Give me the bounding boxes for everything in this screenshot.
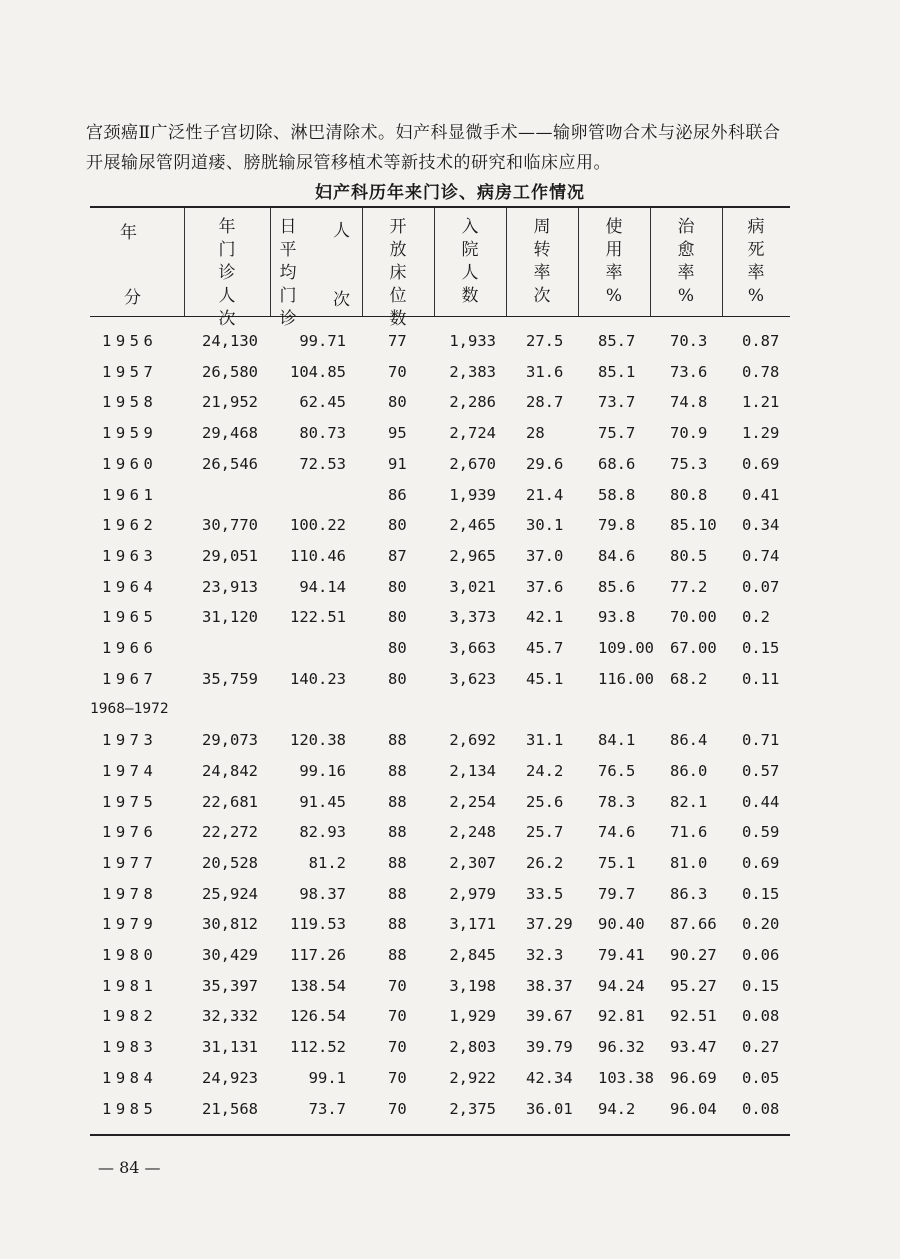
cell-mortality: 0.59 [742, 823, 780, 842]
cell-admissions: 2,965 [449, 546, 496, 565]
cell-mortality: 0.07 [742, 577, 780, 596]
table-row [90, 694, 790, 724]
table-row [90, 787, 790, 817]
cell-year: 1959 [102, 424, 158, 443]
cell-year: 1983 [102, 1038, 158, 1057]
cell-daily-avg: 104.85 [290, 362, 346, 381]
cell-mortality: 0.57 [742, 761, 780, 780]
table-row [90, 449, 790, 479]
cell-mortality: 0.34 [742, 516, 780, 535]
cell-beds: 87 [388, 546, 407, 565]
cell-daily-avg: 99.71 [299, 332, 346, 350]
cell-year: 1974 [102, 761, 158, 780]
table-row [90, 418, 790, 448]
cell-mortality: 0.69 [742, 454, 780, 473]
cell-usage: 96.32 [598, 1038, 645, 1057]
cell-turnover: 30.1 [526, 516, 564, 535]
cell-outpatient: 31,131 [202, 1038, 258, 1057]
cell-admissions: 2,724 [449, 424, 496, 443]
cell-outpatient: 31,120 [202, 608, 258, 627]
cell-turnover: 28 [526, 424, 545, 443]
intro-line-2: 开展输尿管阴道瘘、膀胱输尿管移植术等新技术的研究和临床应用。 [86, 153, 611, 173]
cell-admissions: 3,623 [449, 669, 496, 688]
cell-usage: 84.6 [598, 546, 636, 565]
cell-cure: 75.3 [670, 454, 708, 473]
cell-year: 1973 [102, 731, 158, 750]
cell-admissions: 2,979 [449, 884, 496, 903]
cell-usage: 85.6 [598, 577, 636, 596]
cell-year: 1985 [102, 1099, 158, 1118]
cell-turnover: 45.1 [526, 669, 564, 688]
cell-admissions: 2,254 [449, 792, 496, 811]
cell-year: 1956 [102, 332, 158, 350]
cell-usage: 58.8 [598, 485, 636, 504]
table-row [90, 848, 790, 878]
cell-usage: 75.1 [598, 853, 636, 872]
cell-beds: 91 [388, 454, 407, 473]
table-row [90, 1094, 790, 1124]
page-number: — 84 — [98, 1158, 161, 1177]
table-row [90, 1063, 790, 1093]
cell-admissions: 2,307 [449, 853, 496, 872]
cell-daily-avg: 126.54 [290, 1007, 346, 1026]
cell-turnover: 37.29 [526, 915, 573, 934]
cell-mortality: 0.08 [742, 1007, 780, 1026]
cell-usage: 92.81 [598, 1007, 645, 1026]
header-admissions: 入 院 人 数 [461, 217, 479, 306]
cell-outpatient: 30,812 [202, 915, 258, 934]
cell-usage: 94.2 [598, 1099, 636, 1118]
cell-beds: 88 [388, 853, 407, 872]
cell-cure: 70.3 [670, 332, 708, 350]
cell-outpatient: 24,923 [202, 1068, 258, 1087]
cell-outpatient: 29,073 [202, 731, 258, 750]
table-row [90, 326, 790, 356]
cell-outpatient: 26,546 [202, 454, 258, 473]
cell-turnover: 31.6 [526, 362, 564, 381]
cell-usage: 79.7 [598, 884, 636, 903]
header-cure-rate: 治 愈 率 % [677, 217, 695, 306]
cell-beds: 86 [388, 485, 407, 504]
table-row [90, 725, 790, 755]
cell-mortality: 0.15 [742, 976, 780, 995]
cell-year: 1964 [102, 577, 158, 596]
table-row [90, 602, 790, 632]
cell-daily-avg: 138.54 [290, 976, 346, 995]
cell-outpatient: 35,397 [202, 976, 258, 995]
cell-admissions: 3,198 [449, 976, 496, 995]
cell-usage: 85.1 [598, 362, 636, 381]
table-row [90, 572, 790, 602]
table-row [90, 387, 790, 417]
cell-daily-avg: 140.23 [290, 669, 346, 688]
cell-beds: 88 [388, 946, 407, 964]
table-row [90, 971, 790, 1001]
cell-daily-avg: 80.73 [299, 424, 346, 443]
table-row [90, 510, 790, 540]
cell-year: 1967 [102, 669, 158, 688]
cell-turnover: 39.79 [526, 1038, 573, 1057]
cell-admissions: 3,021 [449, 577, 496, 596]
cell-daily-avg: 98.37 [299, 884, 346, 903]
cell-mortality: 0.2 [742, 608, 770, 627]
intro-paragraph [86, 118, 826, 178]
cell-usage: 73.7 [598, 393, 636, 412]
cell-admissions: 2,922 [449, 1068, 496, 1087]
cell-outpatient: 21,952 [202, 393, 258, 412]
cell-mortality: 0.05 [742, 1068, 780, 1087]
cell-beds: 88 [388, 792, 407, 811]
cell-outpatient: 22,272 [202, 823, 258, 842]
cell-cure: 73.6 [670, 362, 708, 381]
cell-daily-avg: 120.38 [290, 731, 346, 750]
cell-cure: 77.2 [670, 577, 708, 596]
cell-beds: 88 [388, 731, 407, 750]
cell-turnover: 32.3 [526, 946, 564, 964]
cell-daily-avg: 99.16 [299, 761, 346, 780]
cell-admissions: 1,939 [449, 485, 496, 504]
cell-usage: 93.8 [598, 608, 636, 627]
cell-year: 1962 [102, 516, 158, 535]
cell-mortality: 0.27 [742, 1038, 780, 1057]
header-divider [270, 208, 271, 316]
cell-outpatient: 20,528 [202, 853, 258, 872]
cell-daily-avg: 110.46 [290, 546, 346, 565]
cell-mortality: 0.08 [742, 1099, 780, 1118]
cell-daily-avg: 81.2 [308, 853, 346, 872]
cell-cure: 95.27 [670, 976, 717, 995]
cell-outpatient: 32,332 [202, 1007, 258, 1026]
intro-line-1: 宫颈癌Ⅱ广泛性子宫切除、淋巴清除术。妇产科显微手术——输卵管吻合术与泌尿外科联合 [86, 123, 781, 143]
cell-turnover: 25.7 [526, 823, 564, 842]
cell-mortality: 1.21 [742, 393, 780, 412]
cell-outpatient: 35,759 [202, 669, 258, 688]
cell-beds: 88 [388, 884, 407, 903]
cell-beds: 70 [388, 1007, 407, 1026]
cell-year: 1978 [102, 884, 158, 903]
cell-daily-avg: 99.1 [308, 1068, 346, 1087]
cell-admissions: 3,171 [449, 915, 496, 934]
cell-cure: 86.4 [670, 731, 708, 750]
cell-mortality: 0.74 [742, 546, 780, 565]
cell-outpatient: 24,130 [202, 332, 258, 350]
cell-beds: 70 [388, 1068, 407, 1087]
table-bottom-rule [90, 1134, 790, 1136]
cell-admissions: 2,248 [449, 823, 496, 842]
header-daily-average: 日 平 均 门 诊 人 次 [279, 217, 350, 329]
cell-admissions: 2,670 [449, 454, 496, 473]
cell-beds: 95 [388, 424, 407, 443]
cell-usage: 116.00 [598, 669, 654, 688]
cell-turnover: 42.1 [526, 608, 564, 627]
cell-cure: 86.3 [670, 884, 708, 903]
cell-cure: 85.10 [670, 516, 717, 535]
cell-turnover: 28.7 [526, 393, 564, 412]
cell-outpatient: 21,568 [202, 1099, 258, 1118]
cell-year: 1963 [102, 546, 158, 565]
cell-mortality: 0.69 [742, 853, 780, 872]
cell-admissions: 2,375 [449, 1099, 496, 1118]
cell-beds: 80 [388, 577, 407, 596]
cell-beds: 80 [388, 608, 407, 627]
cell-daily-avg: 122.51 [290, 608, 346, 627]
cell-year: 1975 [102, 792, 158, 811]
cell-cure: 68.2 [670, 669, 708, 688]
cell-cure: 87.66 [670, 915, 717, 934]
cell-turnover: 37.6 [526, 577, 564, 596]
table-row [90, 817, 790, 847]
cell-admissions: 2,803 [449, 1038, 496, 1057]
cell-outpatient: 26,580 [202, 362, 258, 381]
cell-cure: 81.0 [670, 853, 708, 872]
table-row [90, 1001, 790, 1031]
cell-turnover: 26.2 [526, 853, 564, 872]
cell-mortality: 0.78 [742, 362, 780, 381]
cell-outpatient: 29,051 [202, 546, 258, 565]
cell-usage: 74.6 [598, 823, 636, 842]
cell-usage: 68.6 [598, 454, 636, 473]
cell-year: 1968—1972 [90, 701, 169, 718]
cell-turnover: 45.7 [526, 639, 564, 657]
cell-mortality: 0.15 [742, 639, 780, 657]
cell-admissions: 2,134 [449, 761, 496, 780]
cell-beds: 88 [388, 823, 407, 842]
cell-outpatient: 23,913 [202, 577, 258, 596]
cell-usage: 78.3 [598, 792, 636, 811]
cell-admissions: 1,929 [449, 1007, 496, 1026]
cell-usage: 79.41 [598, 946, 645, 964]
cell-year: 1984 [102, 1068, 158, 1087]
cell-mortality: 0.44 [742, 792, 780, 811]
cell-cure: 86.0 [670, 761, 708, 780]
cell-beds: 70 [388, 976, 407, 995]
cell-cure: 71.6 [670, 823, 708, 842]
header-beds: 开 放 床 位 数 [389, 217, 407, 329]
cell-turnover: 38.37 [526, 976, 573, 995]
cell-mortality: 0.15 [742, 884, 780, 903]
cell-turnover: 37.0 [526, 546, 564, 565]
cell-beds: 77 [388, 332, 407, 350]
cell-year: 1965 [102, 608, 158, 627]
cell-mortality: 1.29 [742, 424, 780, 443]
table-row [90, 879, 790, 909]
cell-daily-avg: 94.14 [299, 577, 346, 596]
cell-mortality: 0.41 [742, 485, 780, 504]
cell-admissions: 2,465 [449, 516, 496, 535]
cell-daily-avg: 119.53 [290, 915, 346, 934]
cell-year: 1960 [102, 454, 158, 473]
cell-turnover: 29.6 [526, 454, 564, 473]
cell-cure: 67.00 [670, 639, 717, 657]
cell-outpatient: 30,770 [202, 516, 258, 535]
cell-turnover: 36.01 [526, 1099, 573, 1118]
cell-admissions: 3,663 [449, 639, 496, 657]
cell-year: 1958 [102, 393, 158, 412]
cell-year: 1961 [102, 485, 158, 504]
cell-daily-avg: 73.7 [308, 1099, 346, 1118]
cell-admissions: 3,373 [449, 608, 496, 627]
cell-cure: 82.1 [670, 792, 708, 811]
cell-cure: 80.5 [670, 546, 708, 565]
table-row [90, 480, 790, 510]
cell-outpatient: 30,429 [202, 946, 258, 964]
cell-usage: 90.40 [598, 915, 645, 934]
cell-cure: 70.9 [670, 424, 708, 443]
cell-daily-avg: 112.52 [290, 1038, 346, 1057]
cell-turnover: 25.6 [526, 792, 564, 811]
cell-year: 1980 [102, 946, 158, 964]
cell-year: 1981 [102, 976, 158, 995]
cell-usage: 76.5 [598, 761, 636, 780]
cell-beds: 70 [388, 362, 407, 381]
cell-mortality: 0.87 [742, 332, 780, 350]
cell-year: 1982 [102, 1007, 158, 1026]
cell-mortality: 0.11 [742, 669, 780, 688]
cell-beds: 80 [388, 393, 407, 412]
table-row [90, 756, 790, 786]
cell-beds: 80 [388, 669, 407, 688]
cell-outpatient: 24,842 [202, 761, 258, 780]
cell-usage: 94.24 [598, 976, 645, 995]
table-row [90, 357, 790, 387]
cell-beds: 70 [388, 1099, 407, 1118]
cell-beds: 80 [388, 516, 407, 535]
cell-cure: 96.04 [670, 1099, 717, 1118]
cell-year: 1957 [102, 362, 158, 381]
header-outpatient: 年 门 诊 人 次 [218, 217, 236, 329]
cell-cure: 80.8 [670, 485, 708, 504]
cell-admissions: 1,933 [449, 332, 496, 350]
cell-beds: 88 [388, 915, 407, 934]
cell-turnover: 21.4 [526, 485, 564, 504]
cell-turnover: 31.1 [526, 731, 564, 750]
table-row [90, 541, 790, 571]
cell-turnover: 42.34 [526, 1068, 573, 1087]
cell-cure: 74.8 [670, 393, 708, 412]
table-row [90, 940, 790, 970]
cell-year: 1966 [102, 639, 158, 657]
cell-mortality: 0.20 [742, 915, 780, 934]
table-row [90, 909, 790, 939]
cell-cure: 70.00 [670, 608, 717, 627]
cell-outpatient: 25,924 [202, 884, 258, 903]
table-header-rule [90, 316, 790, 317]
cell-turnover: 24.2 [526, 761, 564, 780]
cell-usage: 75.7 [598, 424, 636, 443]
table-row [90, 633, 790, 663]
cell-beds: 80 [388, 639, 407, 657]
cell-year: 1979 [102, 915, 158, 934]
header-turnover: 周 转 率 次 [533, 217, 551, 306]
header-mortality-rate: 病 死 率 % [747, 217, 765, 306]
cell-turnover: 33.5 [526, 884, 564, 903]
cell-usage: 109.00 [598, 639, 654, 657]
table-row [90, 664, 790, 694]
cell-daily-avg: 82.93 [299, 823, 346, 842]
cell-turnover: 27.5 [526, 332, 564, 350]
cell-admissions: 2,692 [449, 731, 496, 750]
table-title: 妇产科历年来门诊、病房工作情况 [315, 183, 585, 203]
cell-cure: 92.51 [670, 1007, 717, 1026]
cell-beds: 88 [388, 761, 407, 780]
cell-mortality: 0.71 [742, 731, 780, 750]
cell-daily-avg: 91.45 [299, 792, 346, 811]
cell-mortality: 0.06 [742, 946, 780, 964]
cell-cure: 93.47 [670, 1038, 717, 1057]
cell-daily-avg: 62.45 [299, 393, 346, 412]
cell-daily-avg: 117.26 [290, 946, 346, 964]
table-row [90, 1032, 790, 1062]
header-usage-rate: 使 用 率 % [605, 217, 623, 306]
cell-beds: 70 [388, 1038, 407, 1057]
cell-year: 1976 [102, 823, 158, 842]
cell-daily-avg: 100.22 [290, 516, 346, 535]
cell-outpatient: 22,681 [202, 792, 258, 811]
cell-admissions: 2,845 [449, 946, 496, 964]
cell-year: 1977 [102, 853, 158, 872]
cell-daily-avg: 72.53 [299, 454, 346, 473]
cell-admissions: 2,286 [449, 393, 496, 412]
cell-cure: 96.69 [670, 1068, 717, 1087]
cell-outpatient: 29,468 [202, 424, 258, 443]
cell-usage: 79.8 [598, 516, 636, 535]
cell-usage: 85.7 [598, 332, 636, 350]
cell-admissions: 2,383 [449, 362, 496, 381]
cell-turnover: 39.67 [526, 1007, 573, 1026]
cell-usage: 103.38 [598, 1068, 654, 1087]
cell-usage: 84.1 [598, 731, 636, 750]
cell-cure: 90.27 [670, 946, 717, 964]
